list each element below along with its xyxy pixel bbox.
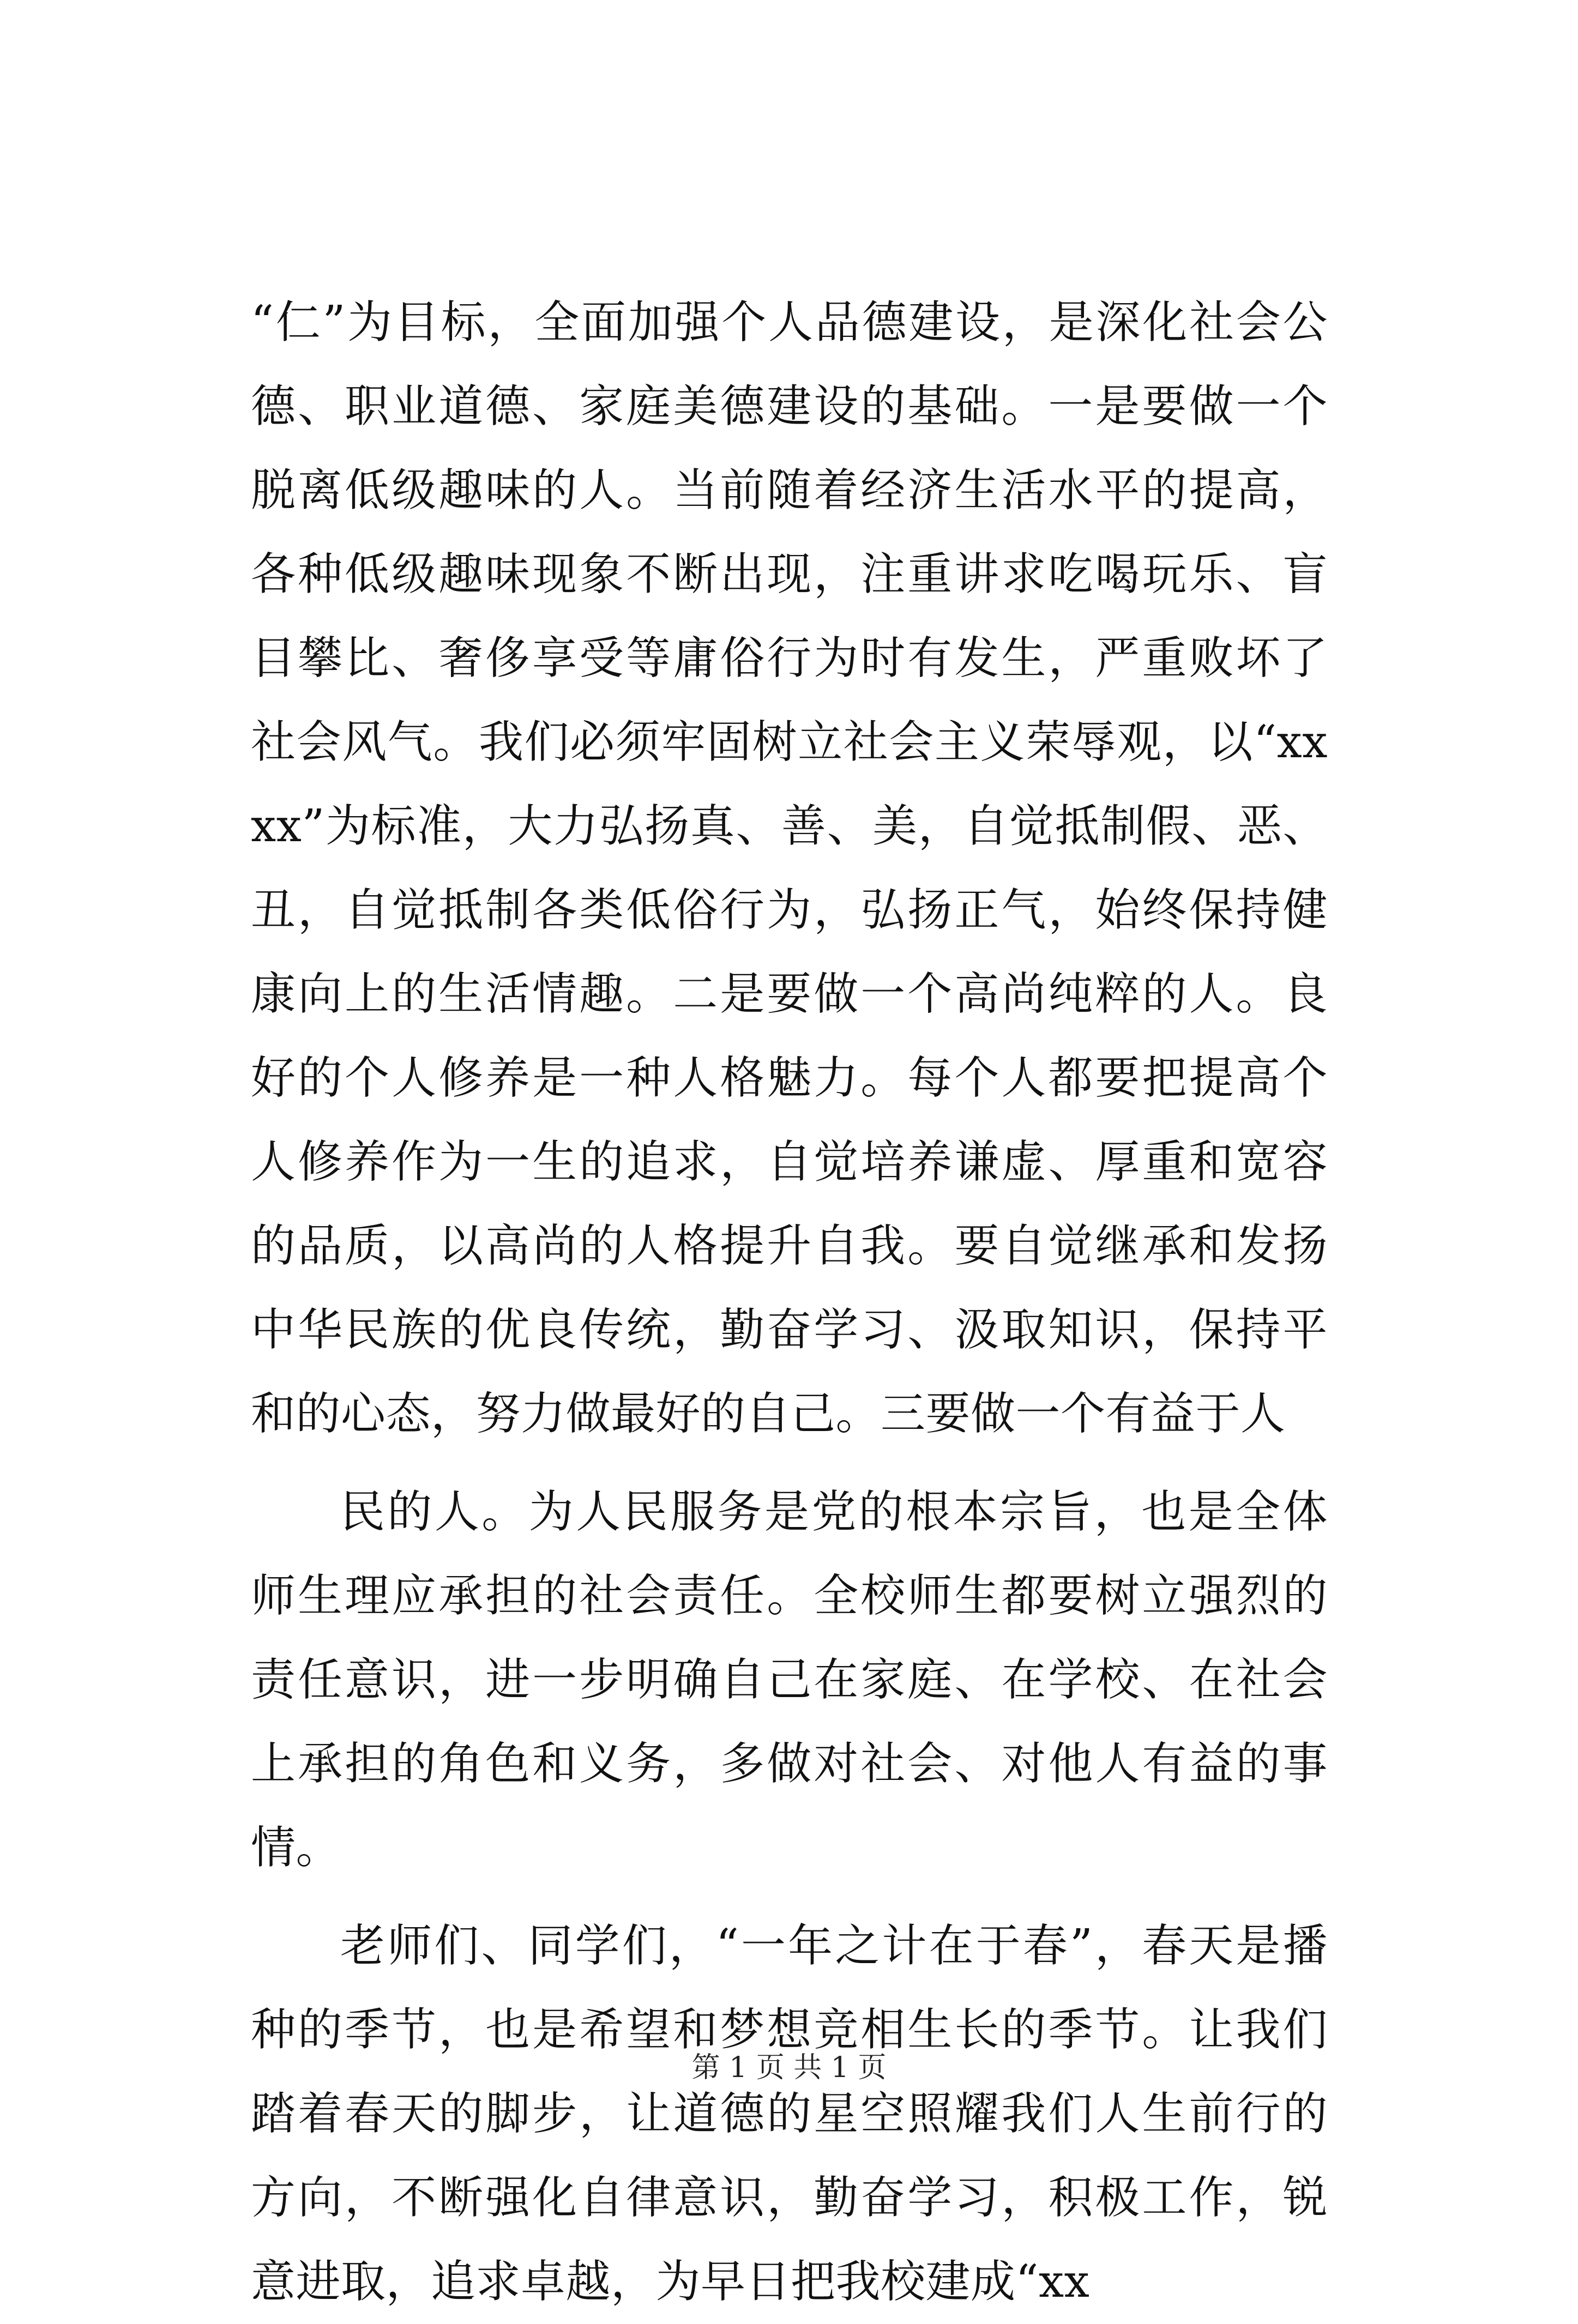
- paragraph-1: “仁”为目标，全面加强个人品德建设，是深化社会公德、职业道德、家庭美德建设的基础。一是要做一个脱离低级趣味的人。当前随着经济生活水平的提高，各种低级趣味现象不断出现，注重讲求吃喝玩乐、盲目攀比、奢侈享受等庸俗行为时有发生，严重败坏了社会风气。我们必须牢固树立社会主义荣辱观，以“xxxx”为标准，大力弘扬真、善、美，自觉抵制假、恶、丑，自觉抵制各类低俗行为，弘扬正气，始终保持健康向上的生活情趣。二是要做一个高尚纯粹的人。良好的个人修养是一种人格魅力。每个人都要把提高个人修养作为一生的追求，自觉培养谦虚、厚重和宽容的品质，以高尚的人格提升自我。要自觉继承和发扬中华民族的优良传统，勤奋学习、汲取知识，保持平和的心态，努力做最好的自己。三要做一个有益于人: [251, 297, 1328, 1440]
- page-number-footer: 第 1 页 共 1 页: [691, 2051, 887, 2084]
- document-body: [251, 281, 1328, 2324]
- paragraph-3: 老师们、同学们，“一年之计在于春”，春天是播种的季节，也是希望和梦想竞相生长的季节。让我们踏着春天的脚步，让道德的星空照耀我们人生前行的方向，不断强化自律意识，勤奋学习，积极工作，锐意进取，追求卓越，为早日把我校建成“xx: [251, 1920, 1328, 2308]
- paragraph-2: 民的人。为人民服务是党的根本宗旨，也是全体师生理应承担的社会责任。全校师生都要树立强烈的责任意识，进一步明确自己在家庭、在学校、在社会上承担的角色和义务，多做对社会、对他人有益的事情。: [251, 1486, 1328, 1874]
